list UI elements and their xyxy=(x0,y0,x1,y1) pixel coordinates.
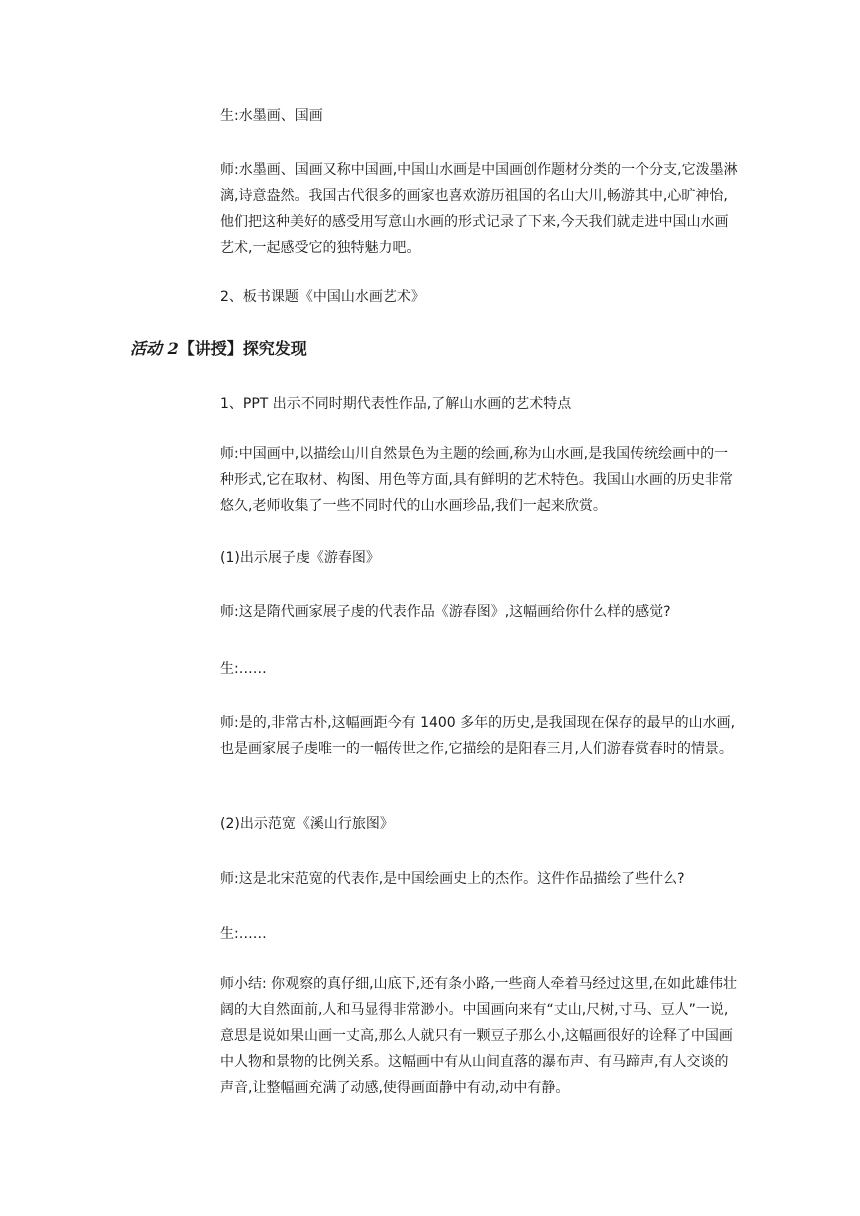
paragraph-student-answer-1: 生:水墨画、国画 xyxy=(220,108,323,124)
paragraph-student-answer-2: 生:…… xyxy=(220,661,267,677)
paragraph-board-title: 2、板书课题《中国山水画艺术》 xyxy=(220,289,425,305)
paragraph-teacher-intro: 师:水墨画、国画又称中国画,中国山水画是中国画创作题材分类的一个分支,它泼墨淋漓,诗意盎然。我国古代很多的画家也喜欢游历祖国的名山大川,畅游其中,心旷神怡,他们把这种美好的感受用写意山水画的形式记录了下来,今天我们就走进中国山水画艺术,一起感受它的独特魅力吧。 xyxy=(220,162,738,256)
paragraph-show-xishan: (2)出示范宽《溪山行旅图》 xyxy=(220,816,394,832)
activity-heading-number: 活动 2 xyxy=(130,339,179,358)
paragraph-student-answer-3: 生:…… xyxy=(220,926,267,942)
activity-heading-title: 【讲授】探究发现 xyxy=(178,339,307,358)
paragraph-teacher-summary: 师小结: 你观察的真仔细,山底下,还有条小路,一些商人牵着马经过这里,在如此雄伟壮阔的大自然面前,人和马显得非常渺小。中国画向来有“丈山,尺树,寸马、豆人”一说,意思是说如果山画一丈高,那么人就只有一颗豆子那么小,这幅画很好的诠释了中国画中人物和景物的比例关系。这幅画中有从山间直落的瀑布声、有马蹄声,有人交谈的声音,让整幅画充满了动感,使得画面静中有动,动中有静。 xyxy=(220,976,737,1096)
activity-heading xyxy=(130,337,307,361)
paragraph-teacher-question-1: 师:这是隋代画家展子虔的代表作品《游春图》,这幅画给你什么样的感觉? xyxy=(220,604,671,620)
paragraph-teacher-question-2: 师:这是北宋范宽的代表作,是中国绘画史上的杰作。这件作品描绘了些什么? xyxy=(220,871,685,887)
paragraph-teacher-response: 师:是的,非常古朴,这幅画距今有 1400 多年的历史,是我国现在保存的最早的山水画,也是画家展子虔唯一的一幅传世之作,它描绘的是阳春三月,人们游春赏春时的情景。 xyxy=(220,715,736,757)
paragraph-teacher-explain: 师:中国画中,以描绘山川自然景色为主题的绘画,称为山水画,是我国传统绘画中的一种形式,它在取材、构图、用色等方面,具有鲜明的艺术特色。我国山水画的历史非常悠久,老师收集了一些不同时代的山水画珍品,我们一起来欣赏。 xyxy=(220,446,733,514)
paragraph-show-youchuntu: (1)出示展子虔《游春图》 xyxy=(220,550,380,566)
paragraph-ppt-step: 1、PPT 出示不同时期代表性作品,了解山水画的艺术特点 xyxy=(220,396,572,412)
